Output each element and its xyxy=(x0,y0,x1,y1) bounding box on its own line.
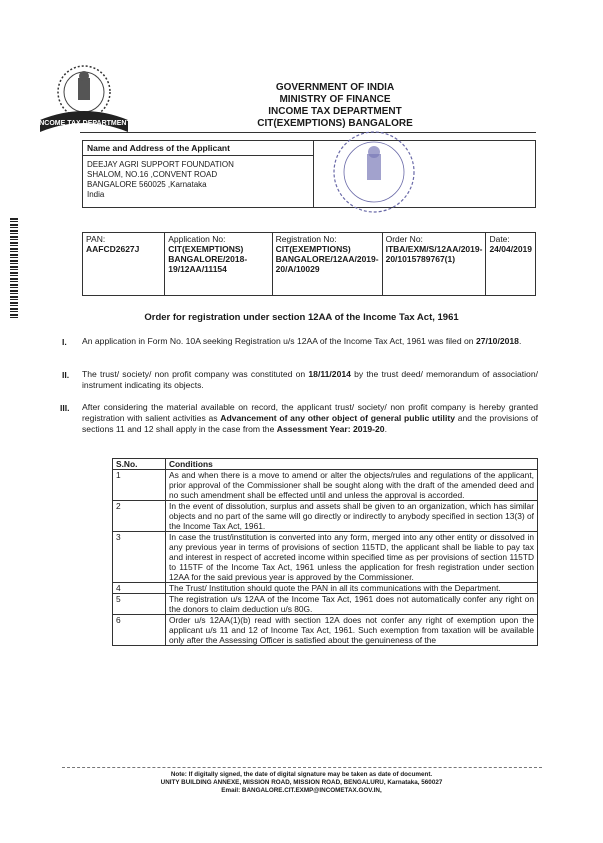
applicant-heading-row xyxy=(83,141,313,156)
pan-label: PAN: xyxy=(86,234,106,244)
date-label: Date: xyxy=(489,234,510,244)
para-3-number: III. xyxy=(60,403,70,413)
condition-number: 6 xyxy=(113,615,166,646)
applicant-address-line: BANGALORE 560025 ,Karnataka xyxy=(87,180,207,189)
para-1-text: An application in Form No. 10A seeking Registration u/s 12AA of the Income Tax Act, 1961 was filed on xyxy=(82,336,476,346)
para-3-text-2: and the provisions of sections 11 and 12 shall apply in the case from the xyxy=(82,413,538,434)
condition-number: 4 xyxy=(113,583,166,594)
para-2-text: The trust/ society/ non profit company was constituted on xyxy=(82,369,309,379)
date-value: 24/04/2019 xyxy=(489,244,532,254)
order-label: Order No: xyxy=(385,234,423,244)
table-row xyxy=(113,532,538,583)
condition-number: 5 xyxy=(113,594,166,615)
para-3-text: After considering the material available on record, the applicant trust/ society/ non profit company is hereby granted registration with salient activities as xyxy=(82,402,538,423)
registration-table xyxy=(82,232,536,296)
condition-text: The Trust/ Institution should quote the PAN in all its communications with the Department. xyxy=(166,583,538,594)
application-label: Application No: xyxy=(168,234,226,244)
applicant-heading: Name and Address of the Applicant xyxy=(87,143,230,153)
para-1-date: 27/10/2018 xyxy=(475,336,519,346)
condition-text: As and when there is a move to amend or alter the objects/rules and regulations of the applicant, prior approval of the Commissioner shall be sought along with the draft of the amended deed and no such amendment shall be effected until and unless the approval is accorded. xyxy=(166,470,538,501)
condition-text: The registration u/s 12AA of the Income Tax Act, 1961 does not automatically confer any right on the donors to claim deduction u/s 80G. xyxy=(166,594,538,615)
application-cell xyxy=(165,233,272,296)
condition-number: 3 xyxy=(113,532,166,583)
table-row xyxy=(113,615,538,646)
table-row xyxy=(113,594,538,615)
para-3 xyxy=(82,402,538,435)
barcode xyxy=(10,218,18,318)
para-2 xyxy=(82,369,538,391)
date-cell xyxy=(486,233,536,296)
pan-cell xyxy=(83,233,165,296)
conditions-header-row xyxy=(113,459,538,470)
header-ministry: MINISTRY OF FINANCE xyxy=(279,94,391,105)
order-title: Order for registration under section 12AA of the Income Tax Act, 1961 xyxy=(144,312,459,323)
applicant-box xyxy=(82,140,536,208)
header-department: INCOME TAX DEPARTMENT xyxy=(268,106,402,117)
order-cell xyxy=(382,233,486,296)
footer-note: Note: If digitally signed, the date of digital signature may be taken as date of document. xyxy=(170,771,433,778)
application-value: CIT(EXEMPTIONS) BANGALORE/2018-19/12AA/11154 xyxy=(168,244,248,274)
condition-text: Order u/s 12AA(1)(b) read with section 12A does not confer any right of exemption upon the applicant u/s 11 and 12 of Income Tax Act, 1961. Such exemption from taxation will be available only after the Assessing Officer is satisfied about the genuineness of the xyxy=(166,615,538,646)
registration-label: Registration No: xyxy=(275,234,337,244)
condition-text: In the event of dissolution, surplus and assets shall be given to an organization, which has similar objects and no part of the same will go directly or indirectly to anybody specified in section 13(3) of the Income Tax Act, 1961. xyxy=(166,501,538,532)
footer-address: UNITY BUILDING ANNEXE, MISSION ROAD, MISSION ROAD, BENGALURU, Karnataka, 560027 xyxy=(160,779,443,786)
para-1-end: . xyxy=(518,336,522,346)
header-office: CIT(EXEMPTIONS) BANGALORE xyxy=(257,118,413,129)
conditions-table xyxy=(112,458,538,646)
registration-cell xyxy=(272,233,382,296)
pan-value: AAFCD2627J xyxy=(86,244,140,254)
condition-number: 2 xyxy=(113,501,166,532)
applicant-name: DEEJAY AGRI SUPPORT FOUNDATION xyxy=(87,160,234,169)
header-divider xyxy=(80,132,536,133)
condition-text: In case the trust/institution is converted into any form, merged into any other entity or dissolved in any previous year in terms of provisions of section 115TD, the applicant shall be liable to pay tax and interest in respect of accreted income within specified time as per provisions of section 115TD to 115TF of the Income Tax Act, 1961 unless the application for fresh registration under section 12AA for the said previous year is approved by the Commissioner. xyxy=(166,532,538,583)
footer-divider xyxy=(62,767,542,768)
para-2-date: 18/11/2014 xyxy=(308,369,351,379)
applicant-address-line: India xyxy=(87,190,105,199)
para-2-end: by the trust deed/ memorandum of association/ instrument indicating its objects. xyxy=(82,369,538,390)
applicant-address-line: SHALOM, NO.16 ,CONVENT ROAD xyxy=(87,170,218,179)
footer-email: Email: BANGALORE.CIT.EXMP@INCOMETAX.GOV.IN, xyxy=(221,787,382,794)
order-value: ITBA/EXM/S/12AA/2019-20/1015789767(1) xyxy=(385,244,483,264)
table-row xyxy=(113,583,538,594)
col-conditions: Conditions xyxy=(166,459,538,470)
svg-text:INCOME TAX DEPARTMENT: INCOME TAX DEPARTMENT xyxy=(37,120,131,127)
applicant-box-divider xyxy=(313,141,314,207)
para-1 xyxy=(82,336,538,347)
table-row xyxy=(113,470,538,501)
condition-number: 1 xyxy=(113,470,166,501)
registration-value: CIT(EXEMPTIONS) BANGALORE/12AA/2019-20/A/10029 xyxy=(275,244,379,274)
para-3-assessment-year: Assessment Year: 2019-20 xyxy=(276,424,385,434)
para-3-activity: Advancement of any other object of general public utility xyxy=(220,413,455,423)
para-3-end: . xyxy=(384,424,387,434)
table-row xyxy=(113,501,538,532)
col-sno: S.No. xyxy=(113,459,166,470)
para-2-number: II. xyxy=(62,370,70,380)
header-government: GOVERNMENT OF INDIA xyxy=(275,82,395,93)
income-tax-department-logo xyxy=(36,62,132,142)
para-1-number: I. xyxy=(62,337,67,347)
applicant-address xyxy=(87,160,234,200)
official-seal xyxy=(330,128,418,216)
